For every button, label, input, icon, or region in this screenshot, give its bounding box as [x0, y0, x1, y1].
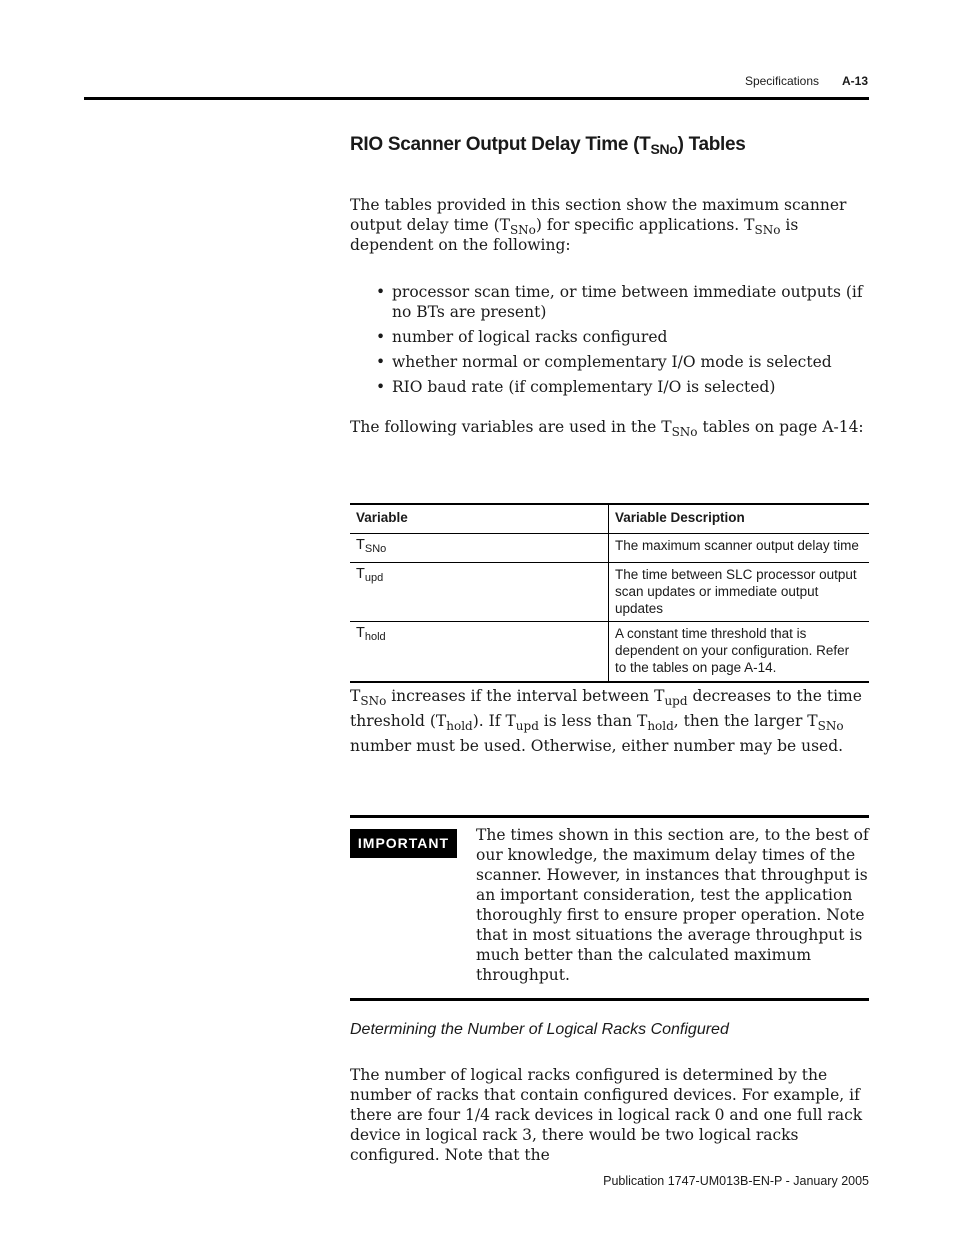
- racks-paragraph: The number of logical racks configured is determined by the number of racks that contain configured devices. For example, if there are four 1/4 rack devices in logical rack 0 and one full rack device in logical rack 3, there would be two logical racks configured. Note that the: [350, 1066, 863, 1164]
- list-item: • RIO baud rate (if complementary I/O is selected): [376, 377, 870, 397]
- intro-paragraph: The tables provided in this section show the maximum scanner output delay time $(T_{SNo})$ for specific applications. $T_{SNo}$ is dependent on the following:: [350, 196, 847, 254]
- list-item: • number of logical racks configured: [376, 327, 870, 347]
- variable-cell: $T_{hold}$: [350, 622, 609, 682]
- subheading: Determining the Number of Logical Racks Configured: [350, 1021, 729, 1038]
- dependency-list: [376, 282, 870, 402]
- list-item: • whether normal or complementary I/O mode is selected: [376, 352, 870, 372]
- header-rule: [84, 97, 869, 100]
- important-top-rule: [350, 815, 869, 818]
- variable-cell: $T_{upd}$: [350, 563, 609, 622]
- publication-footer: Publication 1747-UM013B-EN-P - January 2005: [603, 1174, 869, 1188]
- variables-intro: The following variables are used in the $T_{SNo}$ tables on page A-14:: [350, 418, 864, 439]
- variable-table: [350, 503, 869, 683]
- important-badge: IMPORTANT: [350, 829, 457, 858]
- variable-cell: $T_{SNo}$: [350, 534, 609, 563]
- page-number: A-13: [842, 74, 869, 88]
- important-bottom-rule: [350, 998, 869, 1001]
- table-row: [350, 534, 869, 563]
- description-cell: A constant time threshold that is dependent on your configuration. Refer to the tables on page A-14.: [615, 626, 850, 675]
- table-row: [350, 622, 869, 682]
- table-row: [350, 563, 869, 622]
- section-title: RIO Scanner Output Delay Time $(T_{SNo})$ Tables: [350, 134, 746, 157]
- running-header-section: Specifications: [744, 74, 819, 88]
- important-text: The times shown in this section are, to the best of our knowledge, the maximum delay times of the scanner. However, in instances that throughput is an important consideration, test the application thoroughly first to ensure proper operation. Note that in most situations the average throughput is much better than the calculated maximum throughput.: [476, 826, 869, 984]
- description-cell: The maximum scanner output delay time: [615, 538, 859, 553]
- table-header-row: [350, 504, 869, 534]
- threshold-paragraph: $T_{SNo}$ increases if the interval between $T_{upd}$ decreases to the time threshold $(T_{hold})$. If $T_{upd}$ is less than $T_{hold}$, then the larger $T_{SNo}$ number must be used. Otherwise, either number may be used.: [350, 687, 862, 755]
- list-item: • processor scan time, or time between immediate outputs (if no BTs are present): [376, 282, 870, 322]
- column-header-description: Variable Description: [615, 510, 745, 525]
- column-header-variable: Variable: [350, 504, 609, 534]
- description-cell: The time between SLC processor output scan updates or immediate output updates: [615, 567, 857, 616]
